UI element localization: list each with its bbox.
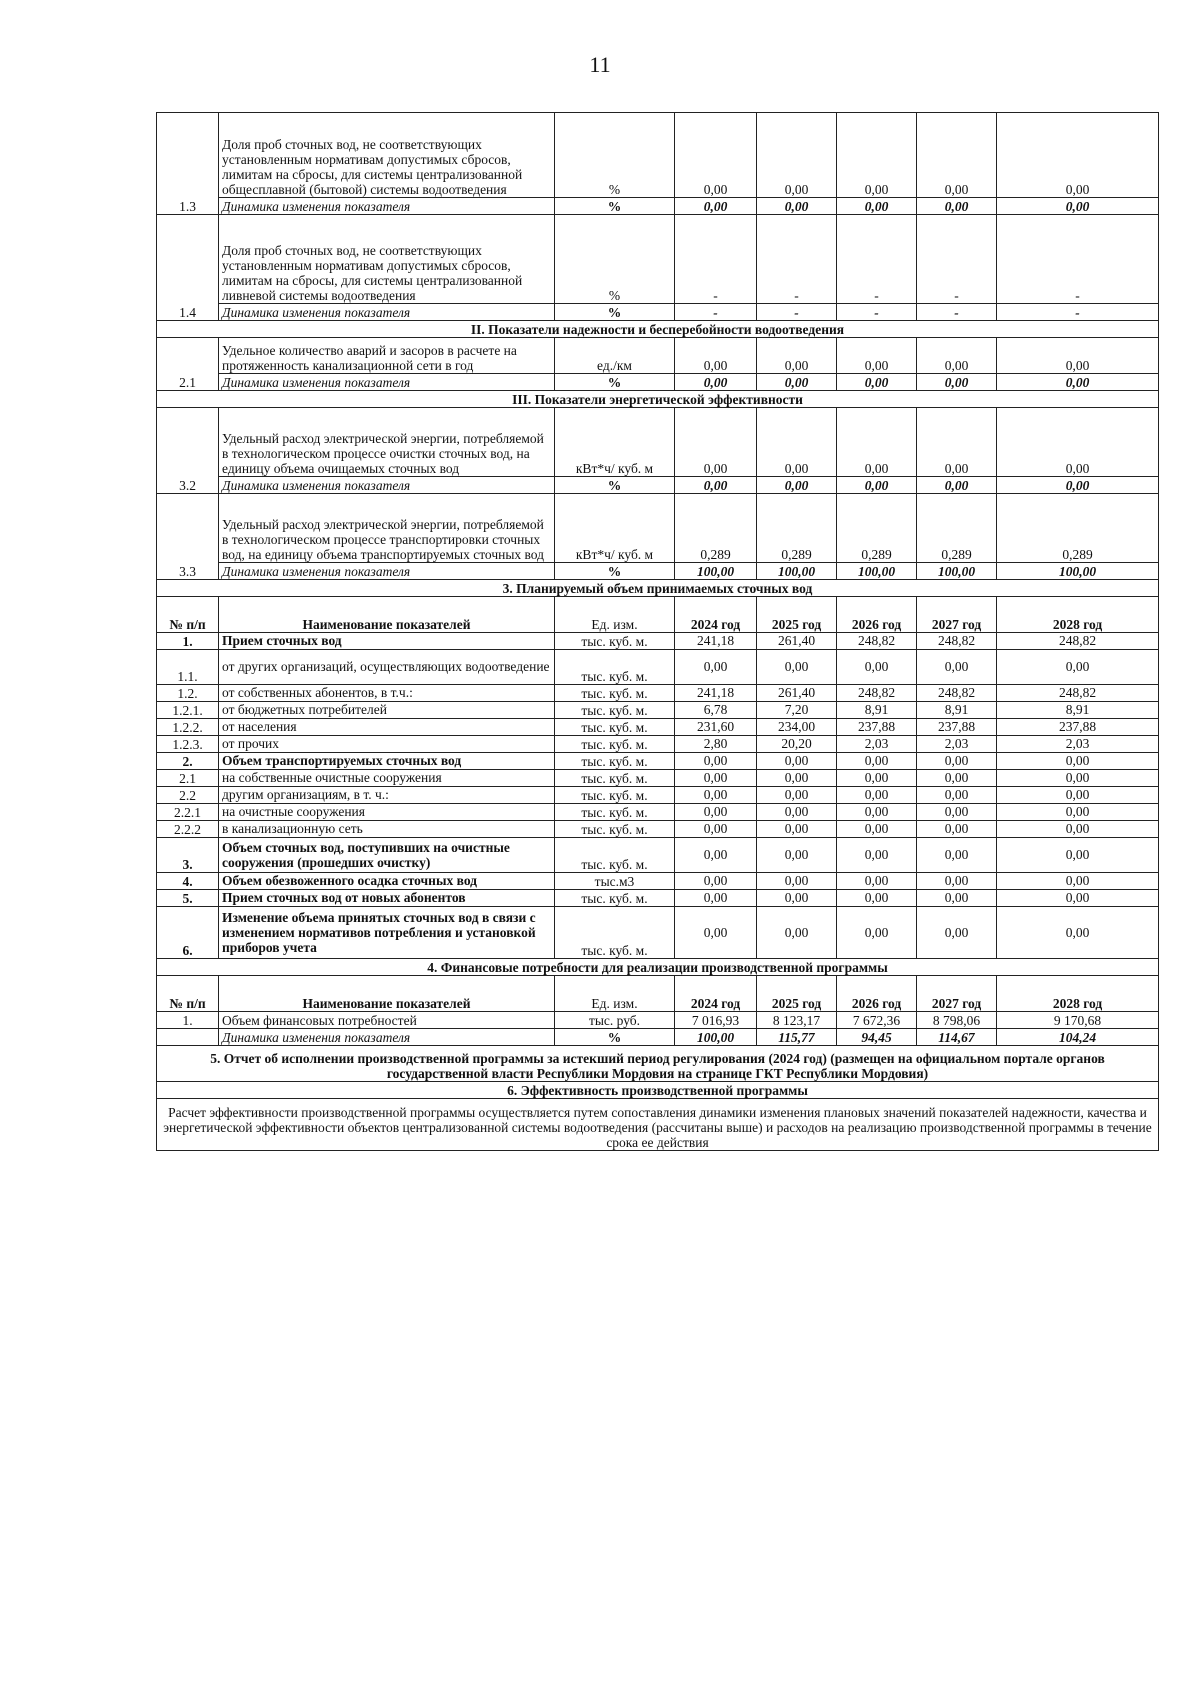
value-cell: 0,00	[917, 787, 997, 804]
table-row	[157, 838, 1159, 873]
indicator-name: Прием сточных вод	[219, 633, 555, 650]
table-row	[157, 873, 1159, 890]
section-title: III. Показатели энергетической эффективности	[157, 391, 1159, 408]
unit-cell: %	[555, 477, 675, 494]
indicator-name: от других организаций, осуществляющих водоотведение	[219, 650, 555, 685]
value-cell: 0,00	[997, 477, 1159, 494]
row-number: 3.	[157, 838, 219, 873]
value-cell: 2,80	[675, 736, 757, 753]
header-name: Наименование показателей	[219, 597, 555, 633]
row-number: 1.1.	[157, 650, 219, 685]
value-cell: 234,00	[757, 719, 837, 736]
row-number: 2.1	[157, 338, 219, 391]
value-cell: 0,00	[917, 907, 997, 959]
value-cell: 114,67	[917, 1029, 997, 1046]
indicator-name: Удельный расход электрической энергии, потребляемой в технологическом процессе транспортировки сточных вод, на единицу объема транспортируемых сточных вод	[219, 494, 555, 563]
unit-cell: ед./км	[555, 338, 675, 374]
value-cell: 0,00	[757, 113, 837, 198]
indicator-name: Удельный расход электрической энергии, потребляемой в технологическом процессе очистки сточных вод, на единицу объема очищаемых сточных вод	[219, 408, 555, 477]
table-row	[157, 736, 1159, 753]
indicator-name: от собственных абонентов, в т.ч.:	[219, 685, 555, 702]
value-cell: 0,00	[757, 873, 837, 890]
value-cell: -	[917, 304, 997, 321]
value-cell: 8 798,06	[917, 1012, 997, 1029]
header-year: 2026 год	[837, 597, 917, 633]
row-number: 2.2.2	[157, 821, 219, 838]
value-cell: 0,00	[757, 338, 837, 374]
value-cell: 0,00	[917, 873, 997, 890]
unit-cell: тыс. руб.	[555, 1012, 675, 1029]
unit-cell: %	[555, 1029, 675, 1046]
value-cell: -	[997, 215, 1159, 304]
value-cell: 7 016,93	[675, 1012, 757, 1029]
unit-cell: тыс. куб. м.	[555, 650, 675, 685]
indicator-name: от прочих	[219, 736, 555, 753]
value-cell: 2,03	[997, 736, 1159, 753]
header-year: 2025 год	[757, 976, 837, 1012]
table-row	[157, 890, 1159, 907]
indicator-name: на очистные сооружения	[219, 804, 555, 821]
page-number: 11	[589, 52, 611, 77]
header-unit: Ед. изм.	[555, 976, 675, 1012]
value-cell: 0,00	[917, 338, 997, 374]
value-cell: 0,00	[675, 821, 757, 838]
value-cell: 0,00	[757, 838, 837, 873]
indicator-row	[157, 494, 1159, 563]
unit-cell: тыс. куб. м.	[555, 770, 675, 787]
value-cell: 248,82	[837, 685, 917, 702]
value-cell: 6,78	[675, 702, 757, 719]
value-cell: 0,00	[917, 198, 997, 215]
row-number: 3.2	[157, 408, 219, 494]
value-cell: -	[757, 304, 837, 321]
indicator-row	[157, 215, 1159, 304]
value-cell: 0,00	[757, 821, 837, 838]
report-text: 5. Отчет об исполнении производственной программы за истекший период регулирования (2024 год) (размещен на официальном портале органов государственной власти Республики Мордовия на странице ГКТ Республики Мордовия)	[157, 1046, 1159, 1082]
program-table	[156, 112, 1159, 1151]
section-row	[157, 391, 1159, 408]
dynamics-row	[157, 198, 1159, 215]
value-cell: 100,00	[757, 563, 837, 580]
row-number: 1.2.2.	[157, 719, 219, 736]
header-year: 2027 год	[917, 597, 997, 633]
value-cell: 0,289	[917, 494, 997, 563]
table-row	[157, 787, 1159, 804]
header-year: 2024 год	[675, 976, 757, 1012]
value-cell: 0,00	[917, 477, 997, 494]
unit-cell: %	[555, 113, 675, 198]
value-cell: 248,82	[837, 633, 917, 650]
value-cell: 0,00	[675, 650, 757, 685]
value-cell: 0,00	[837, 787, 917, 804]
value-cell: 0,00	[997, 821, 1159, 838]
value-cell: 0,00	[837, 198, 917, 215]
table-row	[157, 804, 1159, 821]
value-cell: 0,00	[917, 890, 997, 907]
dynamics-label: Динамика изменения показателя	[219, 198, 555, 215]
value-cell: 100,00	[837, 563, 917, 580]
value-cell: 261,40	[757, 633, 837, 650]
value-cell: 0,00	[997, 408, 1159, 477]
dynamics-label: Динамика изменения показателя	[219, 1029, 555, 1046]
unit-cell: %	[555, 215, 675, 304]
dynamics-row	[157, 304, 1159, 321]
dynamics-label: Динамика изменения показателя	[219, 304, 555, 321]
value-cell: -	[997, 304, 1159, 321]
section-row	[157, 959, 1159, 976]
value-cell: 8 123,17	[757, 1012, 837, 1029]
unit-cell: тыс.м3	[555, 873, 675, 890]
value-cell: 0,00	[997, 338, 1159, 374]
header-year: 2028 год	[997, 976, 1159, 1012]
value-cell: -	[675, 304, 757, 321]
value-cell: 0,00	[997, 770, 1159, 787]
value-cell: 261,40	[757, 685, 837, 702]
value-cell: 0,00	[675, 907, 757, 959]
value-cell: 2,03	[837, 736, 917, 753]
value-cell: 0,00	[917, 753, 997, 770]
value-cell: -	[757, 215, 837, 304]
value-cell: 8,91	[917, 702, 997, 719]
unit-cell: тыс. куб. м.	[555, 838, 675, 873]
dynamics-row	[157, 1029, 1159, 1046]
table-row	[157, 907, 1159, 959]
indicator-row	[157, 408, 1159, 477]
section-title: 4. Финансовые потребности для реализации производственной программы	[157, 959, 1159, 976]
value-cell: 237,88	[997, 719, 1159, 736]
value-cell: 0,00	[997, 838, 1159, 873]
row-number: 2.	[157, 753, 219, 770]
unit-cell: тыс. куб. м.	[555, 804, 675, 821]
header-name: Наименование показателей	[219, 976, 555, 1012]
table-row	[157, 633, 1159, 650]
value-cell: 0,00	[675, 873, 757, 890]
value-cell: 0,00	[675, 198, 757, 215]
indicator-name: от бюджетных потребителей	[219, 702, 555, 719]
indicator-name: Объем финансовых потребностей	[219, 1012, 555, 1029]
report-row	[157, 1046, 1159, 1082]
value-cell: -	[675, 215, 757, 304]
indicator-name: от населения	[219, 719, 555, 736]
value-cell: 0,00	[757, 198, 837, 215]
table-row	[157, 650, 1159, 685]
row-number: 2.2.1	[157, 804, 219, 821]
value-cell: 0,00	[997, 650, 1159, 685]
value-cell: 0,00	[997, 787, 1159, 804]
value-cell: 0,00	[675, 787, 757, 804]
table-row	[157, 1012, 1159, 1029]
value-cell: 0,00	[917, 408, 997, 477]
value-cell: 104,24	[997, 1029, 1159, 1046]
row-number: 4.	[157, 873, 219, 890]
value-cell: 0,00	[675, 838, 757, 873]
header-unit: Ед. изм.	[555, 597, 675, 633]
dynamics-label: Динамика изменения показателя	[219, 374, 555, 391]
value-cell: 248,82	[917, 633, 997, 650]
section-row	[157, 321, 1159, 338]
value-cell: 0,00	[675, 770, 757, 787]
value-cell: 0,00	[757, 787, 837, 804]
value-cell: 0,289	[757, 494, 837, 563]
unit-cell: тыс. куб. м.	[555, 633, 675, 650]
table-row	[157, 702, 1159, 719]
indicator-name: в канализационную сеть	[219, 821, 555, 838]
indicator-name: Удельное количество аварий и засоров в расчете на протяженность канализационной сети в год	[219, 338, 555, 374]
unit-cell: тыс. куб. м.	[555, 753, 675, 770]
indicator-name: Объем сточных вод, поступивших на очистные сооружения (прошедших очистку)	[219, 838, 555, 873]
indicator-name: другим организациям, в т. ч.:	[219, 787, 555, 804]
value-cell: 231,60	[675, 719, 757, 736]
header-year: 2026 год	[837, 976, 917, 1012]
value-cell: 0,00	[997, 907, 1159, 959]
dynamics-row	[157, 374, 1159, 391]
value-cell: 0,00	[675, 113, 757, 198]
value-cell: 0,00	[997, 374, 1159, 391]
header-row	[157, 976, 1159, 1012]
unit-cell: %	[555, 563, 675, 580]
empty-cell	[157, 1029, 219, 1046]
value-cell: 0,00	[837, 650, 917, 685]
value-cell: 94,45	[837, 1029, 917, 1046]
value-cell: 8,91	[997, 702, 1159, 719]
row-number: 6.	[157, 907, 219, 959]
value-cell: 0,00	[757, 650, 837, 685]
table-row	[157, 770, 1159, 787]
value-cell: 237,88	[917, 719, 997, 736]
indicator-name: Объем обезвоженного осадка сточных вод	[219, 873, 555, 890]
value-cell: 0,00	[837, 804, 917, 821]
unit-cell: тыс. куб. м.	[555, 787, 675, 804]
unit-cell: тыс. куб. м.	[555, 821, 675, 838]
row-number: 1.2.1.	[157, 702, 219, 719]
row-number: 1.2.3.	[157, 736, 219, 753]
value-cell: 0,00	[837, 890, 917, 907]
row-number: 1.2.	[157, 685, 219, 702]
value-cell: 100,00	[917, 563, 997, 580]
row-number: 1.	[157, 1012, 219, 1029]
value-cell: 0,00	[757, 907, 837, 959]
value-cell: 0,00	[675, 804, 757, 821]
value-cell: 0,00	[675, 338, 757, 374]
header-year: 2025 год	[757, 597, 837, 633]
value-cell: 7,20	[757, 702, 837, 719]
value-cell: 0,00	[917, 650, 997, 685]
value-cell: 0,00	[997, 873, 1159, 890]
table-row	[157, 753, 1159, 770]
unit-cell: тыс. куб. м.	[555, 685, 675, 702]
value-cell: 0,289	[997, 494, 1159, 563]
unit-cell: тыс. куб. м.	[555, 736, 675, 753]
header-year: 2024 год	[675, 597, 757, 633]
indicator-row	[157, 113, 1159, 198]
value-cell: 0,00	[675, 408, 757, 477]
section-row	[157, 1082, 1159, 1099]
value-cell: 0,00	[757, 890, 837, 907]
value-cell: 100,00	[675, 1029, 757, 1046]
text-row	[157, 1099, 1159, 1151]
value-cell: 0,00	[675, 753, 757, 770]
row-number: 2.2	[157, 787, 219, 804]
value-cell: 0,00	[997, 113, 1159, 198]
unit-cell: кВт*ч/ куб. м	[555, 494, 675, 563]
unit-cell: кВт*ч/ куб. м	[555, 408, 675, 477]
value-cell: 0,00	[997, 804, 1159, 821]
section-title: 3. Планируемый объем принимаемых сточных вод	[157, 580, 1159, 597]
row-number: 5.	[157, 890, 219, 907]
value-cell: 0,00	[917, 374, 997, 391]
value-cell: 0,00	[917, 804, 997, 821]
unit-cell: тыс. куб. м.	[555, 890, 675, 907]
value-cell: 0,00	[837, 907, 917, 959]
value-cell: 0,289	[675, 494, 757, 563]
indicator-row	[157, 338, 1159, 374]
value-cell: 115,77	[757, 1029, 837, 1046]
row-number: 3.3	[157, 494, 219, 580]
value-cell: -	[837, 215, 917, 304]
value-cell: 7 672,36	[837, 1012, 917, 1029]
unit-cell: тыс. куб. м.	[555, 907, 675, 959]
indicator-name: Прием сточных вод от новых абонентов	[219, 890, 555, 907]
dynamics-label: Динамика изменения показателя	[219, 477, 555, 494]
value-cell: 0,00	[837, 873, 917, 890]
value-cell: 0,00	[757, 408, 837, 477]
value-cell: 0,00	[837, 477, 917, 494]
indicator-name: Изменение объема принятых сточных вод в связи с изменением нормативов потребления и установкой приборов учета	[219, 907, 555, 959]
header-year: 2027 год	[917, 976, 997, 1012]
value-cell: 0,00	[837, 374, 917, 391]
value-cell: 0,00	[675, 890, 757, 907]
unit-cell: %	[555, 198, 675, 215]
value-cell: 100,00	[675, 563, 757, 580]
section-row	[157, 580, 1159, 597]
value-cell: 0,00	[997, 890, 1159, 907]
value-cell: 248,82	[997, 633, 1159, 650]
value-cell: 0,00	[837, 838, 917, 873]
value-cell: 0,00	[675, 477, 757, 494]
value-cell: 0,00	[997, 753, 1159, 770]
value-cell: 0,00	[675, 374, 757, 391]
table-row	[157, 719, 1159, 736]
value-cell: 2,03	[917, 736, 997, 753]
value-cell: 241,18	[675, 685, 757, 702]
unit-cell: тыс. куб. м.	[555, 719, 675, 736]
value-cell: 0,00	[757, 770, 837, 787]
value-cell: 0,00	[917, 113, 997, 198]
indicator-name: Доля проб сточных вод, не соответствующих установленным нормативам допустимых сбросов, лимитам на сбросы, для системы централизованной общесплавной (бытовой) системы водоотведения	[219, 113, 555, 198]
value-cell: 0,00	[917, 838, 997, 873]
value-cell: 0,289	[837, 494, 917, 563]
value-cell: 0,00	[837, 338, 917, 374]
unit-cell: тыс. куб. м.	[555, 702, 675, 719]
header-row	[157, 597, 1159, 633]
efficiency-text: Расчет эффективности производственной программы осуществляется путем сопоставления динамики изменения плановых значений показателей надежности, качества и энергетической эффективности объектов централизованной системы водоотведения (рассчитаны выше) и расходов на реализацию производственной программы в течение срока ее действия	[157, 1099, 1159, 1151]
value-cell: 0,00	[837, 770, 917, 787]
row-number: 1.	[157, 633, 219, 650]
value-cell: 241,18	[675, 633, 757, 650]
value-cell: 248,82	[917, 685, 997, 702]
value-cell: 0,00	[917, 821, 997, 838]
value-cell: 0,00	[757, 753, 837, 770]
header-year: 2028 год	[997, 597, 1159, 633]
value-cell: -	[837, 304, 917, 321]
section-title: 6. Эффективность производственной программы	[157, 1082, 1159, 1099]
indicator-name: на собственные очистные сооружения	[219, 770, 555, 787]
row-number: 1.3	[157, 113, 219, 215]
header-number: № п/п	[157, 976, 219, 1012]
header-number: № п/п	[157, 597, 219, 633]
value-cell: 8,91	[837, 702, 917, 719]
value-cell: 0,00	[837, 753, 917, 770]
row-number: 2.1	[157, 770, 219, 787]
value-cell: 20,20	[757, 736, 837, 753]
indicator-name: Объем транспортируемых сточных вод	[219, 753, 555, 770]
value-cell: 0,00	[837, 821, 917, 838]
value-cell: 248,82	[997, 685, 1159, 702]
value-cell: 0,00	[837, 408, 917, 477]
row-number: 1.4	[157, 215, 219, 321]
value-cell: 100,00	[997, 563, 1159, 580]
section-title: II. Показатели надежности и бесперебойности водоотведения	[157, 321, 1159, 338]
dynamics-label: Динамика изменения показателя	[219, 563, 555, 580]
value-cell: 0,00	[917, 770, 997, 787]
table-row	[157, 685, 1159, 702]
unit-cell: %	[555, 374, 675, 391]
value-cell: 237,88	[837, 719, 917, 736]
value-cell: 9 170,68	[997, 1012, 1159, 1029]
dynamics-row	[157, 477, 1159, 494]
value-cell: 0,00	[837, 113, 917, 198]
dynamics-row	[157, 563, 1159, 580]
value-cell: -	[917, 215, 997, 304]
unit-cell: %	[555, 304, 675, 321]
value-cell: 0,00	[757, 804, 837, 821]
table-row	[157, 821, 1159, 838]
value-cell: 0,00	[757, 374, 837, 391]
value-cell: 0,00	[757, 477, 837, 494]
indicator-name: Доля проб сточных вод, не соответствующих установленным нормативам допустимых сбросов, лимитам на сбросы, для системы централизованной ливневой системы водоотведения	[219, 215, 555, 304]
value-cell: 0,00	[997, 198, 1159, 215]
